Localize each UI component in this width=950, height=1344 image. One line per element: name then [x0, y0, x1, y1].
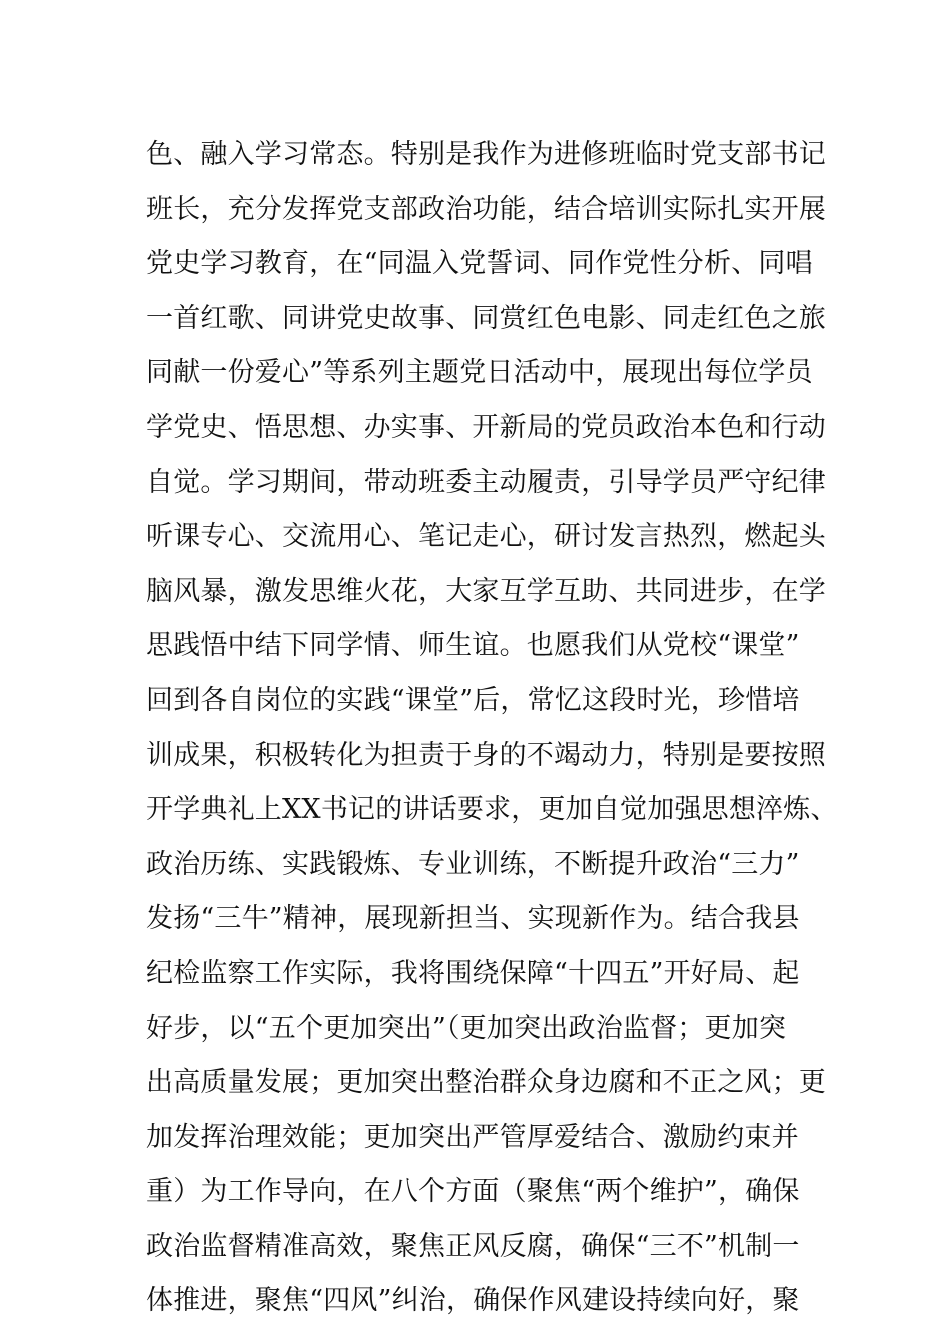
- text-line-1: 色、融入学习常态。特别是我作为进修班临时党支部书记: [146, 139, 826, 170]
- text-line-16: 纪检监察工作实际，我将围绕保障“十四五”开好局、起: [146, 957, 800, 989]
- text-line-8: 听课专心、交流用心、笔记走心，研讨发言热烈，燃起头: [146, 521, 826, 553]
- text-line-13: 开学典礼上XX书记的讲话要求，更加自觉加强思想淬炼、: [146, 794, 838, 826]
- body-text: [146, 128, 838, 1329]
- text-line-19: 加发挥治理效能；更加突出严管厚爱结合、激励约束并: [146, 1121, 799, 1153]
- text-line-6: 学党史、悟思想、办实事、开新局的党员政治本色和行动: [146, 411, 826, 443]
- text-line-22: 体推进，聚焦“四风”纠治，确保作风建设持续向好，聚: [146, 1285, 800, 1317]
- text-line-11: 回到各自岗位的实践“课堂”后，常忆这段时光，珍惜培: [146, 684, 800, 716]
- text-line-17: 好步，以“五个更加突出”（更加突出政治监督；更加突: [146, 1012, 787, 1044]
- text-line-9: 脑风暴，激发思维火花，大家互学互助、共同进步，在学: [146, 575, 826, 607]
- text-line-5: 同献一份爱心”等系列主题党日活动中，展现出每位学员: [146, 357, 813, 389]
- text-line-4: 一首红歌、同讲党史故事、同赏红色电影、同走红色之旅: [146, 302, 826, 334]
- text-line-2: 班长，充分发挥党支部政治功能，结合培训实际扎实开展: [146, 193, 826, 225]
- text-line-15: 发扬“三牛”精神，展现新担当、实现新作为。结合我县: [146, 903, 800, 935]
- text-line-21: 政治监督精准高效，聚焦正风反腐，确保“三不”机制一: [146, 1230, 800, 1262]
- text-line-3: 党史学习教育，在“同温入党誓词、同作党性分析、同唱: [146, 248, 813, 280]
- text-line-18: 出高质量发展；更加突出整治群众身边腐和不正之风；更: [146, 1067, 826, 1099]
- text-line-12: 训成果，积极转化为担责于身的不竭动力，特别是要按照: [146, 739, 826, 771]
- text-line-20: 重）为工作导向，在八个方面（聚焦“两个维护”，确保: [146, 1176, 800, 1208]
- text-line-14: 政治历练、实践锻炼、专业训练，不断提升政治“三力”: [146, 848, 800, 880]
- text-line-10: 思践悟中结下同学情、师生谊。也愿我们从党校“课堂”: [146, 630, 800, 662]
- text-line-7: 自觉。学习期间，带动班委主动履责，引导学员严守纪律: [146, 466, 826, 498]
